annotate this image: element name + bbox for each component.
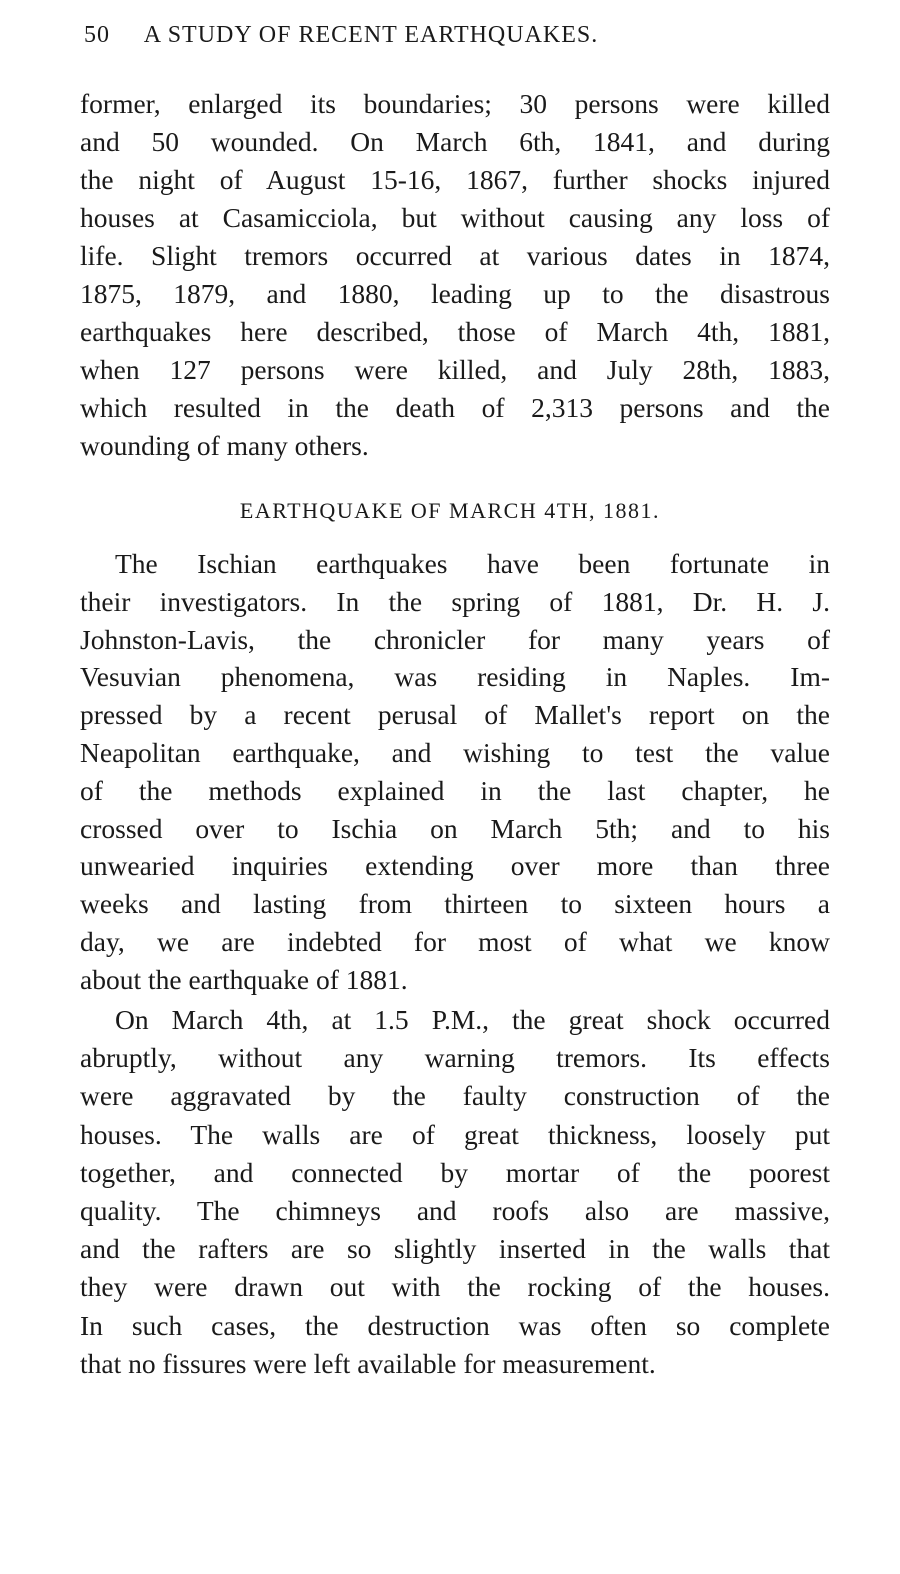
section-heading: EARTHQUAKE OF MARCH 4TH, 1881. (239, 498, 661, 523)
text-line: which resulted in the death of 2,313 persons and the (80, 392, 830, 423)
text-line: weeks and lasting from thirteen to sixteen hours a (80, 888, 830, 920)
running-title: A STUDY OF RECENT EARTHQUAKES. (143, 22, 599, 48)
text-line: pressed by a recent perusal of Mallet's report on the (80, 699, 830, 731)
text-line: 1875, 1879, and 1880, leading up to the disastrous (80, 278, 830, 309)
text-line: life. Slight tremors occurred at various dates in 1874, (80, 240, 830, 271)
text-line: the night of August 15-16, 1867, further shocks injured (80, 164, 830, 195)
text-line: On March 4th, at 1.5 P.M., the great shock occurred (115, 1004, 830, 1035)
text-line: Vesuvian phenomena, was residing in Naples. Im- (80, 661, 830, 693)
running-header (84, 22, 598, 49)
text-line: The Ischian earthquakes have been fortunate in (115, 548, 830, 579)
text-line: were aggravated by the faulty construction of the (80, 1080, 830, 1112)
text-line: Neapolitan earthquake, and wishing to test the value (80, 737, 830, 768)
text-line: when 127 persons were killed, and July 28th, 1883, (80, 354, 830, 385)
text-line: and the rafters are so slightly inserted in the walls that (80, 1233, 830, 1265)
text-line: they were drawn out with the rocking of the houses. (80, 1271, 830, 1303)
text-line: quality. The chimneys and roofs also are massive, (80, 1195, 830, 1226)
text-line: and 50 wounded. On March 6th, 1841, and during (80, 126, 830, 157)
text-line: together, and connected by mortar of the poorest (80, 1156, 830, 1188)
text-line: earthquakes here described, those of March 4th, 1881, (80, 316, 830, 347)
text-line: their investigators. In the spring of 1881, Dr. H. J. (80, 585, 830, 617)
text-line: crossed over to Ischia on March 5th; and to his (80, 812, 830, 844)
text-line: wounding of many others. (80, 430, 369, 461)
text-line: that no fissures were left available for measurement. (80, 1347, 656, 1379)
text-line: unwearied inquiries extending over more than three (80, 850, 830, 882)
text-line: Johnston-Lavis, the chronicler for many years of (80, 623, 830, 655)
text-line: abruptly, without any warning tremors. Its effects (80, 1042, 830, 1074)
text-line: houses. The walls are of great thickness, loosely put (80, 1118, 830, 1150)
page-number: 50 (84, 22, 110, 48)
text-line: former, enlarged its boundaries; 30 persons were killed (80, 88, 830, 119)
text-line: about the earthquake of 1881. (80, 963, 408, 995)
text-line: In such cases, the destruction was often so complete (80, 1309, 830, 1341)
text-line: houses at Casamicciola, but without causing any loss of (80, 202, 830, 233)
text-line: day, we are indebted for most of what we know (80, 926, 830, 957)
text-line: of the methods explained in the last chapter, he (80, 774, 830, 806)
